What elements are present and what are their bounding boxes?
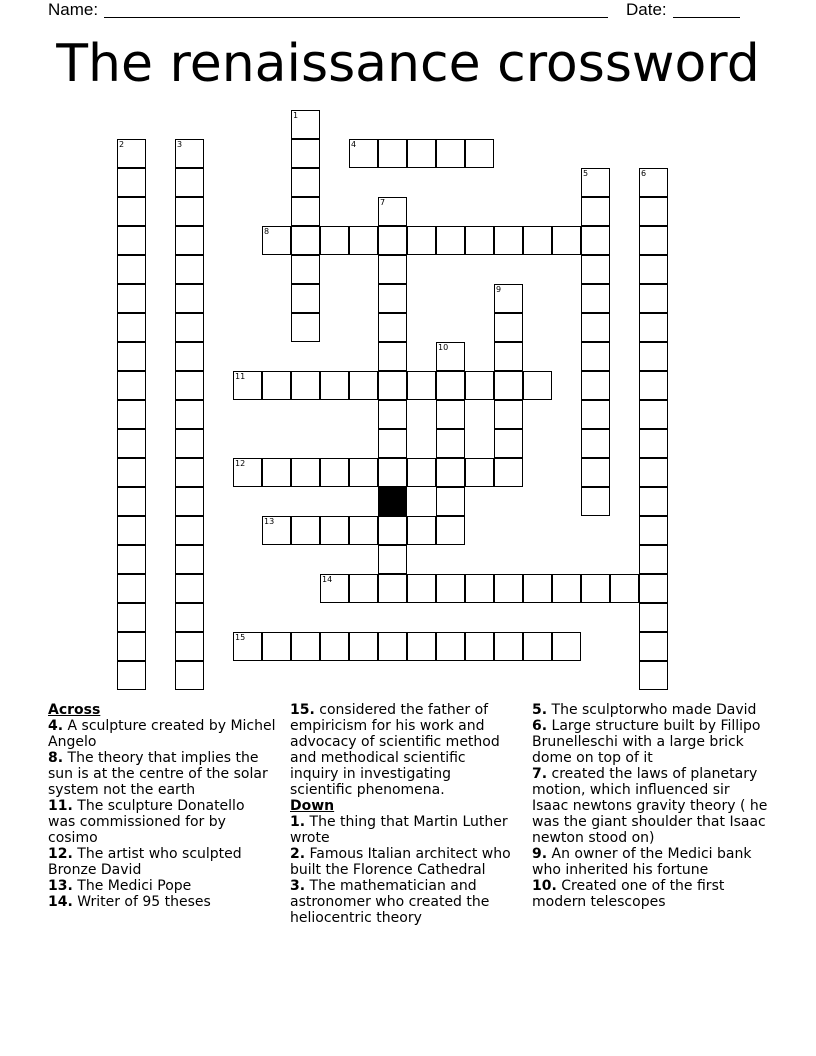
grid-cell[interactable]: [117, 371, 146, 400]
grid-cell[interactable]: [320, 371, 349, 400]
grid-cell[interactable]: [494, 284, 523, 313]
grid-cell[interactable]: [436, 429, 465, 458]
name-label: Name:: [48, 0, 99, 19]
grid-cell[interactable]: [175, 197, 204, 226]
grid-cell[interactable]: [349, 632, 378, 661]
grid-cell[interactable]: [494, 400, 523, 429]
grid-cell[interactable]: [639, 168, 668, 197]
down-heading: Down: [290, 798, 335, 814]
grid-cell[interactable]: [175, 632, 204, 661]
grid-cell[interactable]: [175, 342, 204, 371]
grid-cell[interactable]: [378, 545, 407, 574]
grid-cell[interactable]: [175, 487, 204, 516]
grid-cell[interactable]: [523, 371, 552, 400]
clue-across-12: 12. The artist who sculpted Bronze David: [48, 846, 242, 878]
grid-cell[interactable]: [407, 458, 436, 487]
grid-cell[interactable]: [436, 371, 465, 400]
grid-cell[interactable]: [378, 313, 407, 342]
grid-cell[interactable]: [117, 197, 146, 226]
grid-cell[interactable]: [291, 632, 320, 661]
clue-across-4: 4. A sculpture created by Michel Angelo: [48, 718, 276, 750]
grid-cell[interactable]: [175, 255, 204, 284]
clue-across-13: 13. The Medici Pope: [48, 878, 192, 894]
grid-cell[interactable]: [291, 313, 320, 342]
grid-cell[interactable]: [175, 313, 204, 342]
grid-cell[interactable]: [175, 168, 204, 197]
grid-cell[interactable]: [378, 226, 407, 255]
grid-cell[interactable]: [552, 632, 581, 661]
clue-down-1: 1. The thing that Martin Luther wrote: [290, 814, 508, 846]
grid-cell[interactable]: [117, 226, 146, 255]
grid-cell[interactable]: [349, 371, 378, 400]
clue-number: 2: [119, 140, 125, 149]
grid-cell[interactable]: [436, 458, 465, 487]
grid-cell[interactable]: [465, 458, 494, 487]
black-cell: [378, 487, 407, 516]
grid-cell[interactable]: [552, 574, 581, 603]
grid-cell[interactable]: [349, 458, 378, 487]
grid-cell[interactable]: [436, 487, 465, 516]
grid-cell[interactable]: [291, 168, 320, 197]
grid-cell[interactable]: [262, 226, 291, 255]
grid-cell[interactable]: [291, 139, 320, 168]
clue-down-2: 2. Famous Italian architect who built the Florence Cathedral: [290, 846, 511, 878]
grid-cell[interactable]: [494, 313, 523, 342]
grid-cell[interactable]: [233, 632, 262, 661]
grid-cell[interactable]: [378, 371, 407, 400]
grid-cell[interactable]: [291, 284, 320, 313]
grid-cell[interactable]: [117, 284, 146, 313]
grid-cell[interactable]: [262, 516, 291, 545]
grid-cell[interactable]: [291, 371, 320, 400]
grid-cell[interactable]: [436, 226, 465, 255]
grid-cell[interactable]: [465, 632, 494, 661]
clue-number: 15: [235, 633, 246, 642]
grid-cell[interactable]: [291, 197, 320, 226]
clue-across-11: 11. The sculpture Donatello was commissioned for by cosimo: [48, 798, 245, 846]
grid-cell[interactable]: [581, 458, 610, 487]
grid-cell[interactable]: [117, 342, 146, 371]
clue-down-6: 6. Large structure built by Fillipo Brunelleschi with a large brick dome on top of it: [532, 718, 761, 766]
clue-down-5: 5. The sculptorwho made David: [532, 702, 757, 718]
clue-number: 13: [264, 517, 275, 526]
grid-cell[interactable]: [494, 574, 523, 603]
grid-cell[interactable]: [639, 400, 668, 429]
grid-cell[interactable]: [320, 516, 349, 545]
grid-cell[interactable]: [175, 284, 204, 313]
grid-cell[interactable]: [639, 661, 668, 690]
grid-cell[interactable]: [320, 574, 349, 603]
grid-cell[interactable]: [378, 632, 407, 661]
grid-cell[interactable]: [581, 284, 610, 313]
grid-cell[interactable]: [610, 574, 639, 603]
grid-cell[interactable]: [378, 516, 407, 545]
clue-number: 3: [177, 140, 183, 149]
grid-cell[interactable]: [117, 632, 146, 661]
grid-cell[interactable]: [581, 255, 610, 284]
grid-cell[interactable]: [262, 371, 291, 400]
grid-cell[interactable]: [465, 139, 494, 168]
clue-column-2: [290, 702, 516, 926]
grid-cell[interactable]: [291, 516, 320, 545]
clue-number: 7: [380, 198, 386, 207]
grid-cell[interactable]: [117, 487, 146, 516]
grid-cell[interactable]: [378, 429, 407, 458]
grid-cell[interactable]: [117, 545, 146, 574]
grid-cell[interactable]: [407, 516, 436, 545]
grid-cell[interactable]: [349, 139, 378, 168]
grid-cell[interactable]: [262, 458, 291, 487]
grid-cell[interactable]: [639, 458, 668, 487]
grid-cell[interactable]: [639, 574, 668, 603]
clue-number: 8: [264, 227, 270, 236]
grid-cell[interactable]: [407, 371, 436, 400]
grid-cell[interactable]: [581, 313, 610, 342]
grid-cell[interactable]: [262, 632, 291, 661]
grid-cell[interactable]: [175, 603, 204, 632]
grid-cell[interactable]: [581, 487, 610, 516]
grid-cell[interactable]: [639, 197, 668, 226]
grid-cell[interactable]: [581, 226, 610, 255]
grid-cell[interactable]: [639, 516, 668, 545]
grid-cell[interactable]: [436, 574, 465, 603]
grid-cell[interactable]: [349, 516, 378, 545]
grid-cell[interactable]: [320, 458, 349, 487]
grid-cell[interactable]: [581, 371, 610, 400]
grid-cell[interactable]: [233, 458, 262, 487]
grid-cell[interactable]: [117, 661, 146, 690]
grid-cell[interactable]: [378, 139, 407, 168]
grid-cell[interactable]: [639, 429, 668, 458]
grid-cell[interactable]: [175, 226, 204, 255]
grid-cell[interactable]: [175, 661, 204, 690]
grid-cell[interactable]: [465, 574, 494, 603]
clue-column-1: [48, 702, 276, 910]
grid-cell[interactable]: [117, 429, 146, 458]
grid-cell[interactable]: [639, 632, 668, 661]
grid-cell[interactable]: [378, 342, 407, 371]
grid-cell[interactable]: [436, 139, 465, 168]
clue-column-3: [532, 702, 770, 910]
grid-cell[interactable]: [494, 458, 523, 487]
grid-cell[interactable]: [407, 632, 436, 661]
grid-cell[interactable]: [407, 574, 436, 603]
grid-cell[interactable]: [117, 168, 146, 197]
grid-cell[interactable]: [639, 603, 668, 632]
grid-cell[interactable]: [639, 371, 668, 400]
grid-cell[interactable]: [639, 545, 668, 574]
grid-cell[interactable]: [494, 371, 523, 400]
grid-cell[interactable]: [465, 226, 494, 255]
grid-cell[interactable]: [117, 313, 146, 342]
grid-cell[interactable]: [291, 110, 320, 139]
grid-cell[interactable]: [233, 371, 262, 400]
grid-cell[interactable]: [639, 342, 668, 371]
grid-cell[interactable]: [581, 574, 610, 603]
grid-cell[interactable]: [175, 429, 204, 458]
grid-cell[interactable]: [291, 458, 320, 487]
grid-cell[interactable]: [117, 458, 146, 487]
grid-cell[interactable]: [523, 226, 552, 255]
grid-cell[interactable]: [349, 574, 378, 603]
grid-cell[interactable]: [291, 226, 320, 255]
grid-cell[interactable]: [407, 226, 436, 255]
grid-cell[interactable]: [378, 574, 407, 603]
clue-number: 5: [583, 169, 589, 178]
grid-cell[interactable]: [349, 226, 378, 255]
clue-number: 12: [235, 459, 246, 468]
clue-across-8: 8. The theory that implies the sun is at the centre of the solar system not the earth: [48, 750, 268, 798]
grid-cell[interactable]: [581, 197, 610, 226]
grid-cell[interactable]: [523, 574, 552, 603]
grid-cell[interactable]: [175, 516, 204, 545]
grid-cell[interactable]: [175, 400, 204, 429]
page-title: The renaissance crossword: [56, 34, 760, 94]
grid-cell[interactable]: [465, 371, 494, 400]
grid-cell[interactable]: [639, 284, 668, 313]
grid-cell[interactable]: [117, 400, 146, 429]
grid-cell[interactable]: [117, 574, 146, 603]
grid-cell[interactable]: [494, 342, 523, 371]
grid-cell[interactable]: [117, 516, 146, 545]
grid-cell[interactable]: [494, 429, 523, 458]
grid-cell[interactable]: [581, 400, 610, 429]
grid-cell[interactable]: [378, 284, 407, 313]
grid-cell[interactable]: [639, 255, 668, 284]
grid-cell[interactable]: [436, 516, 465, 545]
clue-number: 6: [641, 169, 647, 178]
grid-cell[interactable]: [378, 400, 407, 429]
grid-cell[interactable]: [175, 574, 204, 603]
grid-cell[interactable]: [175, 139, 204, 168]
grid-cell[interactable]: [175, 371, 204, 400]
grid-cell[interactable]: [436, 342, 465, 371]
across-heading: Across: [48, 702, 101, 718]
grid-cell[interactable]: [378, 255, 407, 284]
grid-cell[interactable]: [639, 487, 668, 516]
grid-cell[interactable]: [552, 226, 581, 255]
grid-cell[interactable]: [320, 226, 349, 255]
grid-cell[interactable]: [581, 429, 610, 458]
grid-cell[interactable]: [581, 168, 610, 197]
grid-cell[interactable]: [117, 603, 146, 632]
grid-cell[interactable]: [436, 400, 465, 429]
clue-down-9: 9. An owner of the Medici bank who inherited his fortune: [532, 846, 752, 878]
grid-cell[interactable]: [639, 226, 668, 255]
grid-cell[interactable]: [175, 545, 204, 574]
clue-number: 11: [235, 372, 246, 381]
date-label: Date:: [626, 0, 667, 19]
clue-number: 1: [293, 111, 299, 120]
grid-cell[interactable]: [639, 313, 668, 342]
clue-down-7: 7. created the laws of planetary motion, which influenced sir Isaac newtons gravity theory ( he was the giant shoulder that Isaac newton stood on): [532, 766, 768, 846]
grid-cell[interactable]: [436, 632, 465, 661]
grid-cell[interactable]: [291, 255, 320, 284]
grid-cell[interactable]: [581, 342, 610, 371]
grid-cell[interactable]: [494, 226, 523, 255]
grid-cell[interactable]: [494, 632, 523, 661]
clue-down-3: 3. The mathematician and astronomer who created the heliocentric theory: [290, 878, 490, 926]
grid-cell[interactable]: [117, 139, 146, 168]
clue-down-10: 10. Created one of the first modern telescopes: [532, 878, 725, 910]
grid-cell[interactable]: [378, 458, 407, 487]
grid-cell[interactable]: [407, 139, 436, 168]
grid-cell[interactable]: [378, 197, 407, 226]
grid-cell[interactable]: [320, 632, 349, 661]
grid-cell[interactable]: [175, 458, 204, 487]
clue-number: 9: [496, 285, 502, 294]
clue-number: 10: [438, 343, 449, 352]
grid-cell[interactable]: [523, 632, 552, 661]
clue-number: 4: [351, 140, 357, 149]
clue-across-14: 14. Writer of 95 theses: [48, 894, 211, 910]
grid-cell[interactable]: [117, 255, 146, 284]
clue-across-15: 15. considered the father of empiricism for his work and advocacy of scientific method and methodical scientific inquiry in investigating scientific phenomena.: [290, 702, 500, 798]
clue-number: 14: [322, 575, 333, 584]
